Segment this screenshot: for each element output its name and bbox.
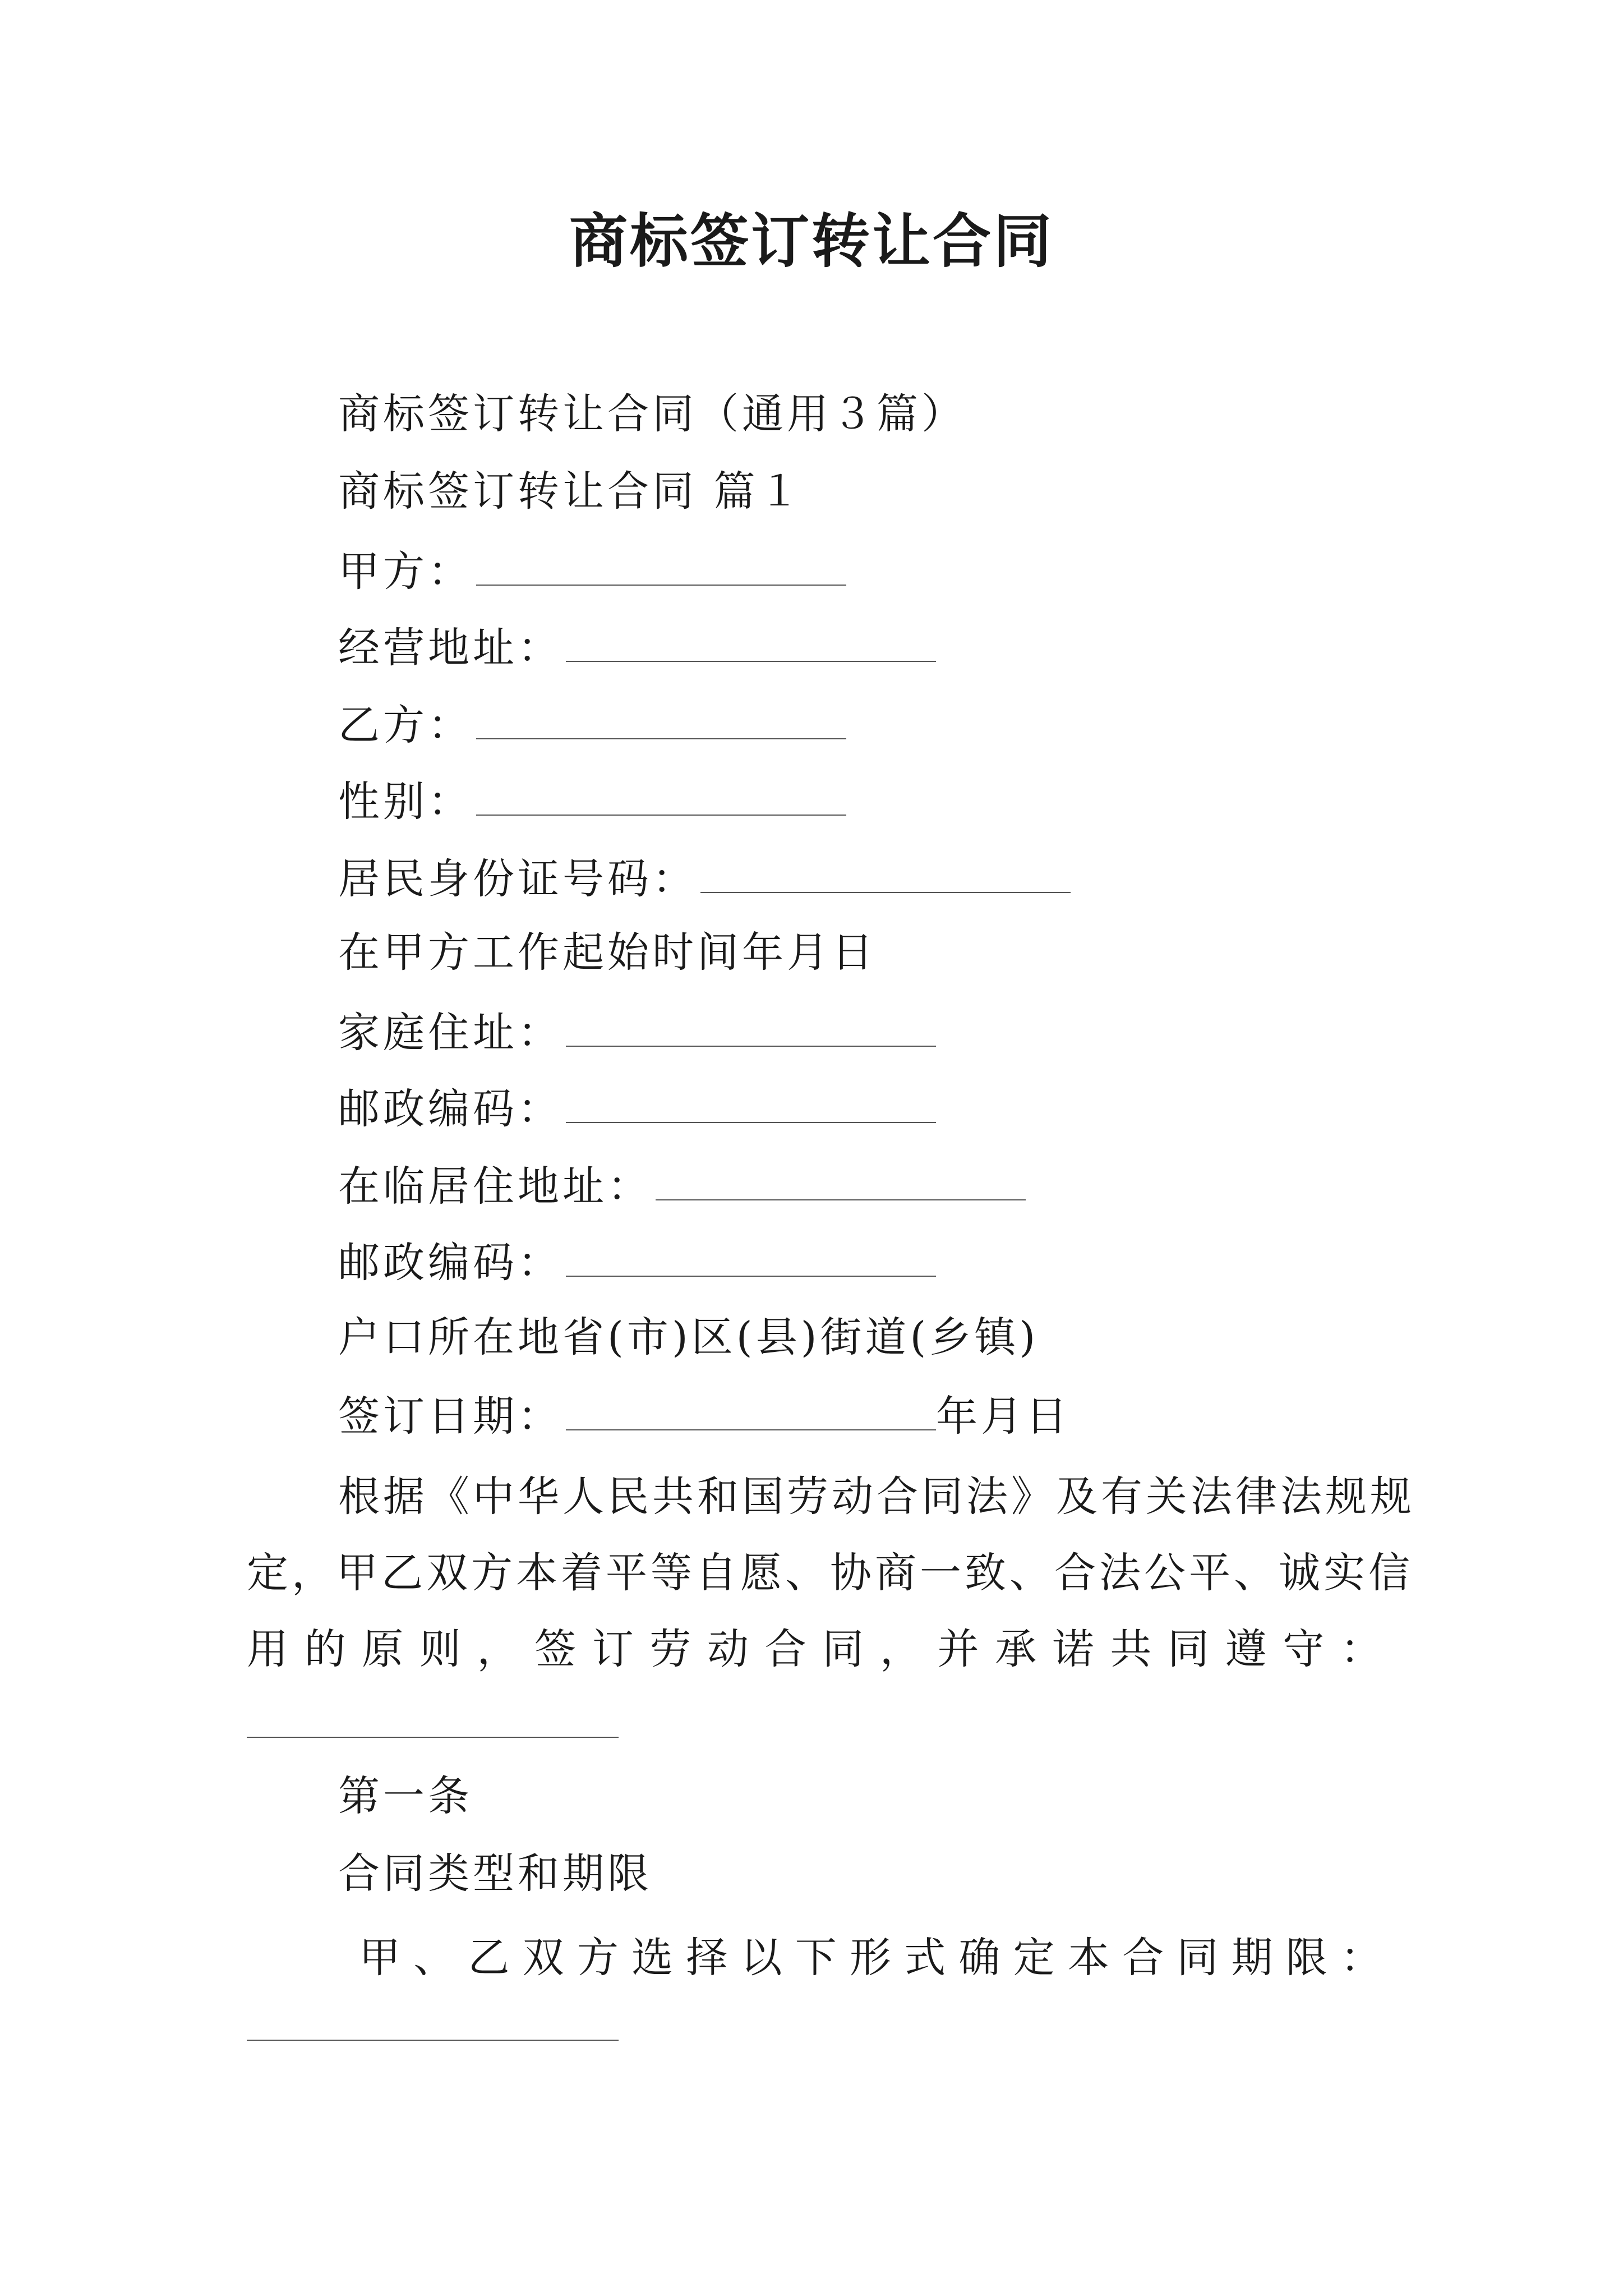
- paragraph-char: 原: [362, 1625, 407, 1673]
- paragraph-char: 并: [937, 1625, 983, 1673]
- article-title: 合同类型和期限: [338, 1849, 652, 1898]
- paragraph-char: 遵: [1225, 1625, 1270, 1673]
- field-label: 乙方：: [338, 701, 473, 749]
- paragraph-char: 共: [1110, 1625, 1155, 1673]
- paragraph-char: 同: [1168, 1625, 1212, 1673]
- paragraph-char: 定: [1013, 1934, 1058, 1982]
- paragraph-intro: [247, 1458, 1415, 1687]
- paragraph-char: 甲: [359, 1934, 404, 1982]
- paragraph-char: ，: [879, 1625, 925, 1673]
- paragraph-char: 本: [1067, 1934, 1113, 1982]
- field-household-registration: 户口所在地省(市)区(县)街道(乡镇): [338, 1313, 1039, 1361]
- paragraph-char: 诺: [1052, 1625, 1098, 1673]
- paragraph-line: [247, 1920, 1385, 1996]
- field-label: 居民身份证号码：: [338, 855, 697, 903]
- blank-line: [247, 1737, 619, 1738]
- field-business-address: [338, 617, 936, 676]
- field-id-number: [338, 848, 1071, 907]
- paragraph-char: 签: [534, 1625, 580, 1673]
- field-suffix: 年月日: [936, 1392, 1071, 1441]
- paragraph-char: 式: [904, 1934, 949, 1982]
- paragraph-char: 双: [522, 1934, 568, 1982]
- blank-line: [566, 1078, 936, 1123]
- paragraph-char: 合: [1122, 1934, 1168, 1982]
- paragraph-char: 守: [1283, 1625, 1328, 1673]
- paragraph-char: 动: [707, 1625, 752, 1673]
- field-gender: [338, 771, 846, 830]
- paragraph-char: 订: [592, 1625, 637, 1673]
- paragraph-char: 的: [304, 1625, 349, 1673]
- field-party-b: [338, 694, 846, 753]
- field-label: 家庭住址：: [338, 1009, 562, 1057]
- paragraph-char: 则: [419, 1625, 464, 1673]
- field-label: 签订日期：: [338, 1392, 562, 1441]
- paragraph-char: 择: [686, 1934, 731, 1982]
- paragraph-char: 下: [795, 1934, 840, 1982]
- field-party-a: [338, 541, 846, 600]
- paragraph-char: 同: [822, 1625, 868, 1673]
- blank-line: [476, 694, 846, 739]
- paragraph-char: 同: [1177, 1934, 1222, 1982]
- paragraph-char: 、: [413, 1934, 459, 1982]
- field-label: 经营地址：: [338, 624, 562, 672]
- paragraph-char: ，: [477, 1625, 522, 1673]
- article-number: 第一条: [338, 1772, 473, 1820]
- paragraph-char: 用: [247, 1625, 292, 1673]
- paragraph-char: 乙: [468, 1934, 513, 1982]
- field-label: 性别：: [338, 777, 473, 826]
- document-title: 商标签订转让合同: [569, 206, 1054, 275]
- paragraph-char: 期: [1231, 1934, 1276, 1982]
- paragraph-char: 确: [958, 1934, 1004, 1982]
- blank-line: [476, 771, 846, 816]
- blank-line: [700, 848, 1071, 893]
- paragraph-char: 方: [577, 1934, 622, 1982]
- field-label: 邮政编码：: [338, 1085, 562, 1133]
- section-heading: 商标签订转让合同 篇１: [338, 467, 804, 516]
- field-start-date: 在甲方工作起始时间年月日: [338, 928, 877, 977]
- field-label: 在临居住地址：: [338, 1162, 652, 1211]
- field-postal-code: [338, 1078, 936, 1137]
- paragraph-char: ：: [1340, 1625, 1385, 1673]
- paragraph-char: 以: [740, 1934, 786, 1982]
- blank-line: [656, 1156, 1026, 1200]
- paragraph-char: 选: [631, 1934, 677, 1982]
- blank-line: [566, 1002, 936, 1047]
- paragraph-char: 限: [1285, 1934, 1331, 1982]
- document-subtitle: 商标签订转让合同（通用３篇）: [338, 390, 966, 438]
- paragraph-char: 合: [764, 1625, 810, 1673]
- blank-line: [566, 1386, 936, 1430]
- field-home-address: [338, 1002, 936, 1061]
- paragraph-term: [247, 1920, 1385, 1996]
- blank-line: [566, 1232, 936, 1277]
- blank-line: [566, 617, 936, 662]
- field-label: 邮政编码：: [338, 1239, 562, 1287]
- paragraph-line: 定，甲乙双方本着平等自愿、协商一致、合法公平、诚实信: [247, 1549, 1413, 1597]
- field-temp-address: [338, 1156, 1026, 1214]
- paragraph-char: 劳: [649, 1625, 695, 1673]
- field-postal-code-2: [338, 1232, 936, 1291]
- paragraph-line: 根据《中华人民共和国劳动合同法》及有关法律法规规: [338, 1473, 1415, 1521]
- paragraph-line: [247, 1611, 1385, 1687]
- blank-line: [247, 2040, 619, 2041]
- blank-line: [476, 541, 846, 586]
- paragraph-char: ：: [1340, 1934, 1385, 1982]
- field-label: 甲方：: [338, 547, 473, 596]
- paragraph-char: 形: [849, 1934, 895, 1982]
- paragraph-char: 承: [995, 1625, 1040, 1673]
- field-signing-date: [338, 1386, 1071, 1444]
